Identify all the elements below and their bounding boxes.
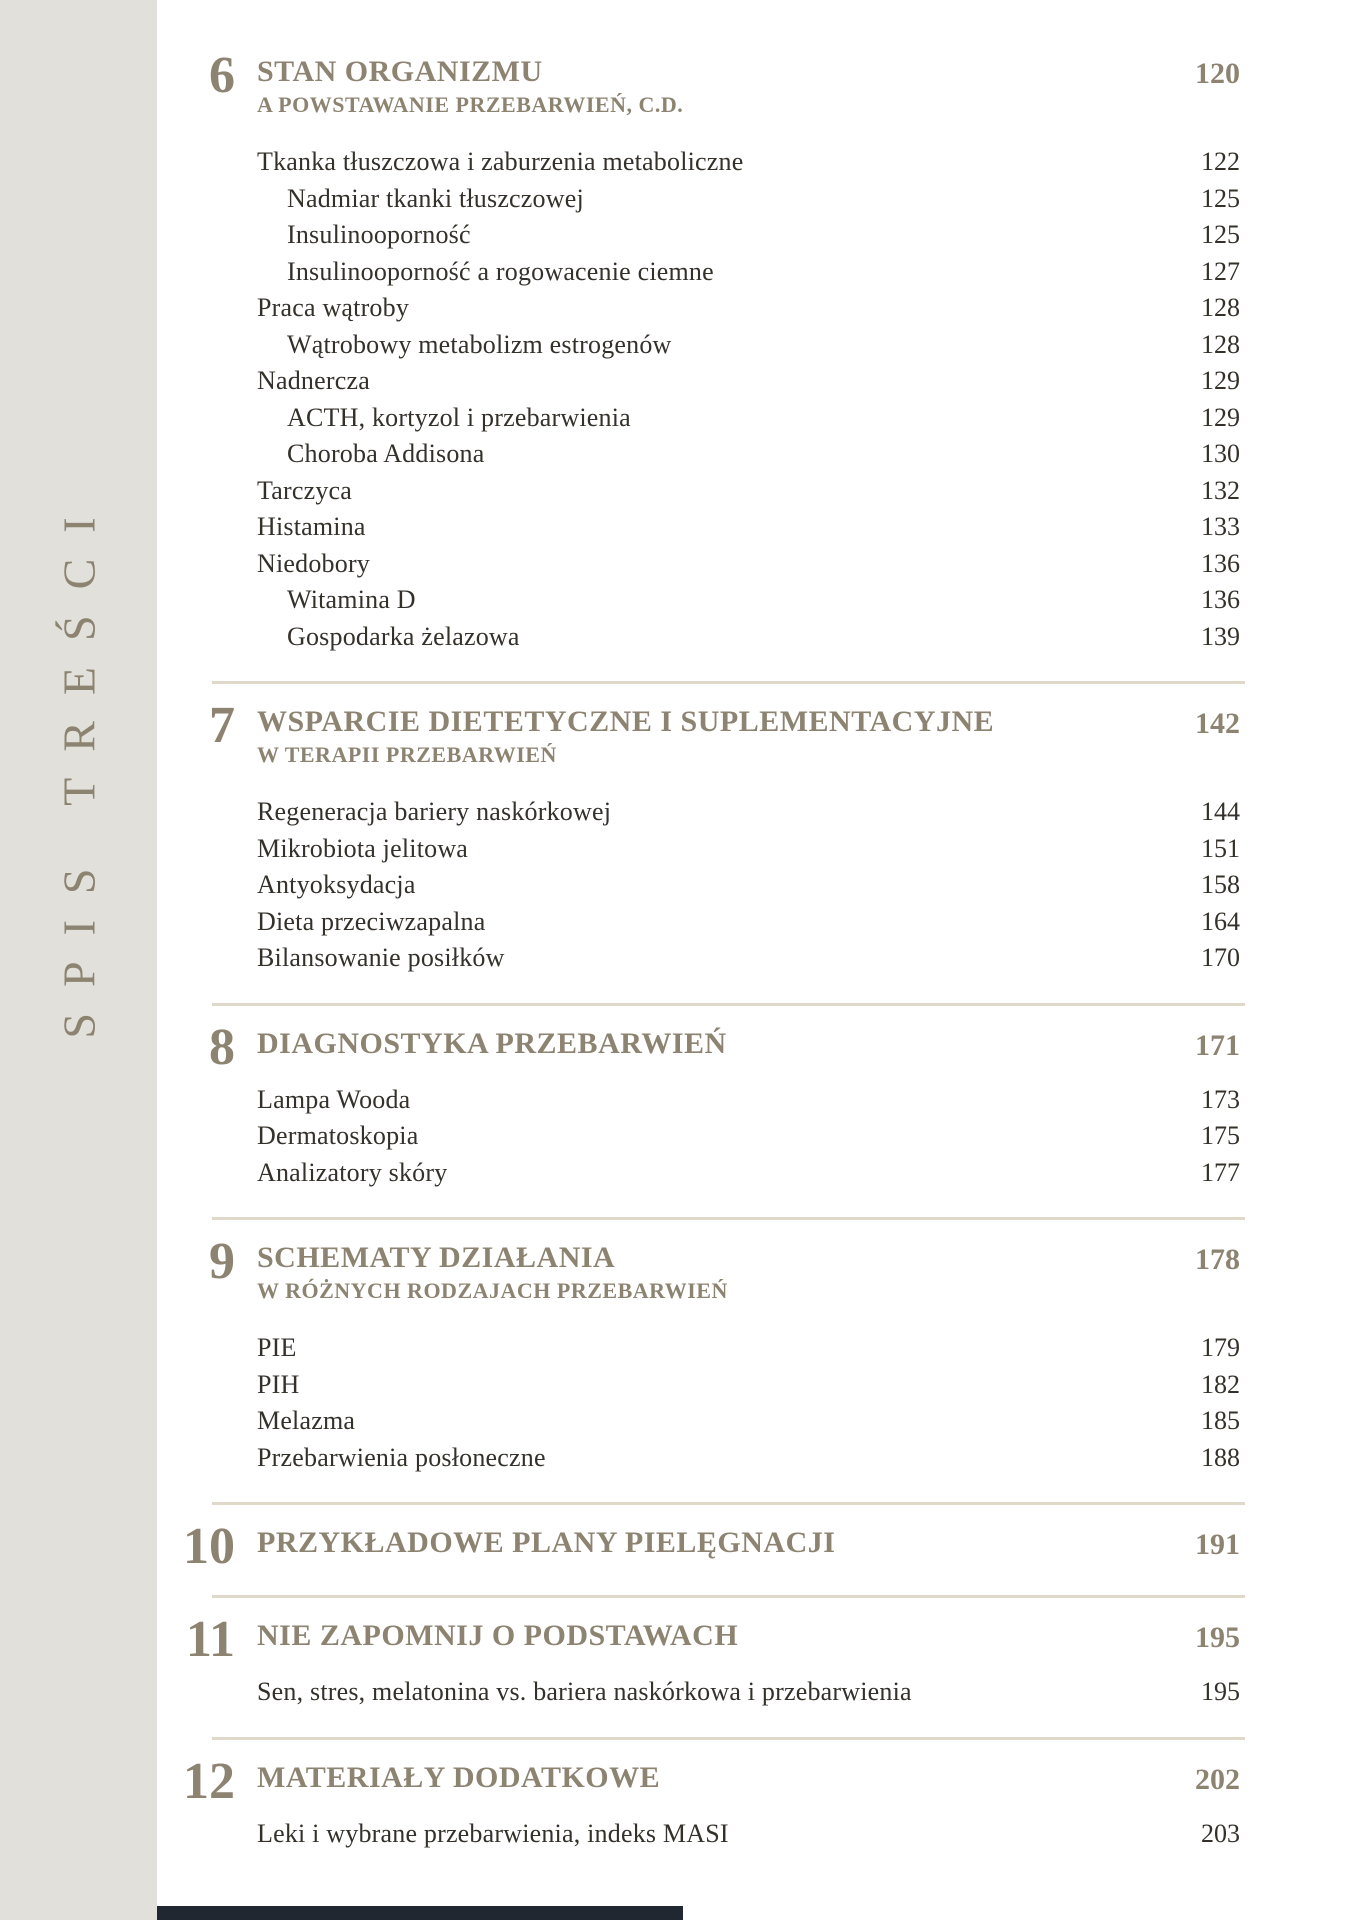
toc-entry-label: Leki i wybrane przebarwienia, indeks MASI	[257, 1818, 729, 1848]
chapter-titles	[257, 1026, 1175, 1062]
toc-entry	[257, 1155, 1240, 1192]
toc-entry-page: 158	[1201, 870, 1240, 899]
toc-entry	[257, 546, 1240, 583]
toc-entry-page: 128	[1201, 329, 1240, 359]
chapter-page-number: 171	[1195, 1028, 1240, 1062]
toc-entry-label: Witamina D	[287, 585, 416, 614]
chapter-titles	[257, 54, 1175, 120]
chapter-head	[183, 1752, 1240, 1810]
toc-entry-label: Regeneracja bariery naskórkowej	[257, 797, 612, 826]
chapter-page-number: 120	[1195, 57, 1240, 90]
chapter-titles	[257, 704, 1175, 770]
toc-entry	[257, 1674, 1240, 1711]
chapter-entries	[257, 1082, 1240, 1192]
toc-entry	[257, 217, 1240, 254]
toc-entry-label: PIE	[257, 1333, 297, 1362]
chapter-page-number: 178	[1195, 1243, 1240, 1276]
toc-entry-label: Histamina	[257, 512, 366, 541]
chapter-title: PRZYKŁADOWE PLANY PIELĘGNACJI	[257, 1526, 836, 1559]
toc-entry-page: 175	[1201, 1121, 1240, 1150]
toc-entry-page: 130	[1201, 439, 1240, 468]
toc-entry-label: Tkanka tłuszczowa i zaburzenia metaboliczne	[257, 147, 744, 176]
chapter-head	[209, 1233, 1240, 1306]
toc-entry-label: Tarczyca	[257, 475, 353, 505]
toc-chapter	[157, 1018, 1358, 1192]
toc-entry-page: 203	[1201, 1818, 1240, 1848]
section-divider	[212, 1595, 1245, 1598]
toc-entry-page: 129	[1201, 366, 1240, 395]
toc-entry	[257, 1403, 1240, 1440]
toc-chapter	[157, 1611, 1358, 1711]
section-divider	[212, 1737, 1245, 1740]
toc-entry	[257, 904, 1240, 941]
toc-entry	[257, 327, 1240, 364]
chapter-page-number: 191	[1195, 1528, 1240, 1561]
toc-entry-page: 179	[1201, 1333, 1240, 1362]
section-divider	[212, 681, 1245, 684]
toc-entry	[257, 1367, 1240, 1404]
chapter-entries	[257, 1330, 1240, 1476]
toc-entry-page: 164	[1201, 906, 1240, 936]
chapter-title: WSPARCIE DIETETYCZNE I SUPLEMENTACYJNE	[257, 705, 995, 738]
toc-entry	[257, 400, 1240, 437]
toc-entry	[257, 290, 1240, 327]
toc-chapter	[157, 1233, 1358, 1476]
toc-entry	[257, 1082, 1240, 1119]
chapter-titles	[257, 1760, 1175, 1796]
toc-entry-label: Gospodarka żelazowa	[287, 621, 520, 651]
toc-entry-label: Choroba Addisona	[287, 439, 485, 468]
chapter-head	[209, 47, 1240, 120]
toc-entry-page: 170	[1201, 943, 1240, 972]
toc-entry	[257, 1440, 1240, 1477]
toc-chapter	[157, 47, 1358, 655]
toc-entry-label: Bilansowanie posiłków	[257, 943, 505, 972]
toc-entry-label: Analizatory skóry	[257, 1157, 448, 1187]
toc-entry-label: Niedobory	[257, 548, 370, 578]
toc-entry-page: 188	[1201, 1442, 1240, 1472]
toc-entry	[257, 619, 1240, 656]
toc-entry-label: Praca wątroby	[257, 293, 410, 322]
chapter-head	[185, 1611, 1240, 1668]
toc-entry-label: Wątrobowy metabolizm estrogenów	[287, 329, 672, 359]
toc-entry-page: 128	[1201, 293, 1240, 322]
toc-entry-page: 132	[1201, 475, 1240, 505]
chapter-number: 12	[183, 1752, 235, 1810]
toc-chapter	[157, 697, 1358, 977]
chapter-entries	[257, 794, 1240, 977]
toc-entry-page: 173	[1201, 1084, 1240, 1114]
toc-entry	[257, 254, 1240, 291]
toc-entry-label: Melazma	[257, 1406, 356, 1435]
toc-entry-page: 177	[1201, 1157, 1240, 1187]
toc-entry	[257, 509, 1240, 546]
chapter-number: 6	[209, 47, 235, 104]
toc-entry-page: 151	[1201, 833, 1240, 863]
toc-entry	[257, 144, 1240, 181]
toc-entry-label: PIH	[257, 1369, 300, 1399]
chapter-head	[183, 1518, 1240, 1575]
chapter-number: 7	[209, 697, 235, 754]
sidebar-vertical-title: SPIS TREŚCI	[53, 491, 104, 1039]
chapter-entries	[257, 1816, 1240, 1853]
chapter-entries	[257, 144, 1240, 655]
bottom-accent-bar	[157, 1906, 683, 1920]
toc-entry-label: Insulinooporność a rogowacenie ciemne	[287, 256, 714, 286]
chapter-number: 10	[183, 1518, 235, 1575]
toc-entry-label: Dermatoskopia	[257, 1121, 419, 1150]
chapter-titles	[257, 1618, 1175, 1654]
toc-entry-label: Sen, stres, melatonina vs. bariera naskórkowa i przebarwienia	[257, 1677, 912, 1706]
chapter-titles	[257, 1525, 1175, 1561]
section-divider	[212, 1502, 1245, 1505]
toc-entry-page: 139	[1201, 621, 1240, 651]
toc-entry-label: ACTH, kortyzol i przebarwienia	[287, 402, 631, 432]
toc-entry	[257, 1816, 1240, 1853]
toc-entry-label: Antyoksydacja	[257, 870, 416, 899]
toc-entry-page: 182	[1201, 1369, 1240, 1399]
toc-entry	[257, 794, 1240, 831]
toc-entry	[257, 363, 1240, 400]
chapter-head	[209, 697, 1240, 770]
chapter-list	[157, 47, 1358, 1852]
toc-entry	[257, 181, 1240, 218]
toc-entry-label: Przebarwienia posłoneczne	[257, 1442, 546, 1472]
section-divider	[212, 1003, 1245, 1006]
toc-entry-label: Dieta przeciwzapalna	[257, 906, 486, 936]
sidebar-spine	[0, 0, 157, 1920]
chapter-subtitle: W RÓŻNYCH RODZAJACH PRZEBARWIEŃ	[257, 1278, 728, 1303]
chapter-page-number: 195	[1195, 1621, 1240, 1654]
toc-entry	[257, 1330, 1240, 1367]
chapter-number: 9	[209, 1233, 235, 1290]
toc-entry	[257, 473, 1240, 510]
chapter-subtitle: A POWSTAWANIE PRZEBARWIEŃ, C.D.	[257, 92, 684, 117]
toc-entry-page: 133	[1201, 512, 1240, 541]
toc-entry-page: 136	[1201, 548, 1240, 578]
chapter-title: NIE ZAPOMNIJ O PODSTAWACH	[257, 1619, 739, 1652]
toc-entry-label: Nadmiar tkanki tłuszczowej	[287, 183, 584, 213]
toc-entry-page: 185	[1201, 1406, 1240, 1435]
toc-entry-page: 136	[1201, 585, 1240, 614]
chapter-title: STAN ORGANIZMU	[257, 55, 543, 88]
toc-entry	[257, 436, 1240, 473]
toc-entry-page: 122	[1201, 147, 1240, 176]
chapter-titles	[257, 1240, 1175, 1306]
chapter-page-number: 142	[1195, 707, 1240, 740]
toc-entry	[257, 867, 1240, 904]
chapter-entries	[257, 1674, 1240, 1711]
chapter-number: 11	[185, 1611, 235, 1668]
section-divider	[212, 1217, 1245, 1220]
chapter-title: SCHEMATY DZIAŁANIA	[257, 1241, 616, 1274]
toc-entry-label: Mikrobiota jelitowa	[257, 833, 469, 863]
toc-chapter	[157, 1518, 1358, 1575]
toc-entry	[257, 940, 1240, 977]
toc-entry-label: Lampa Wooda	[257, 1084, 411, 1114]
chapter-number: 8	[209, 1018, 235, 1076]
toc-entry-page: 195	[1201, 1677, 1240, 1706]
toc-entry-label: Insulinooporność	[287, 220, 471, 249]
chapter-subtitle: W TERAPII PRZEBARWIEŃ	[257, 742, 557, 767]
chapter-page-number: 202	[1195, 1762, 1240, 1796]
toc-entry	[257, 582, 1240, 619]
chapter-title: MATERIAŁY DODATKOWE	[257, 1760, 661, 1794]
toc-entry-page: 144	[1201, 797, 1240, 826]
toc-entry-page: 125	[1201, 183, 1240, 213]
toc-entry-page: 129	[1201, 402, 1240, 432]
toc-entry-page: 127	[1201, 256, 1240, 286]
chapter-head	[209, 1018, 1240, 1076]
toc-chapter	[157, 1752, 1358, 1853]
toc-content	[157, 0, 1358, 1852]
toc-entry-page: 125	[1201, 220, 1240, 249]
toc-entry	[257, 1118, 1240, 1155]
toc-entry	[257, 831, 1240, 868]
chapter-title: DIAGNOSTYKA PRZEBARWIEŃ	[257, 1026, 727, 1060]
toc-entry-label: Nadnercza	[257, 366, 370, 395]
